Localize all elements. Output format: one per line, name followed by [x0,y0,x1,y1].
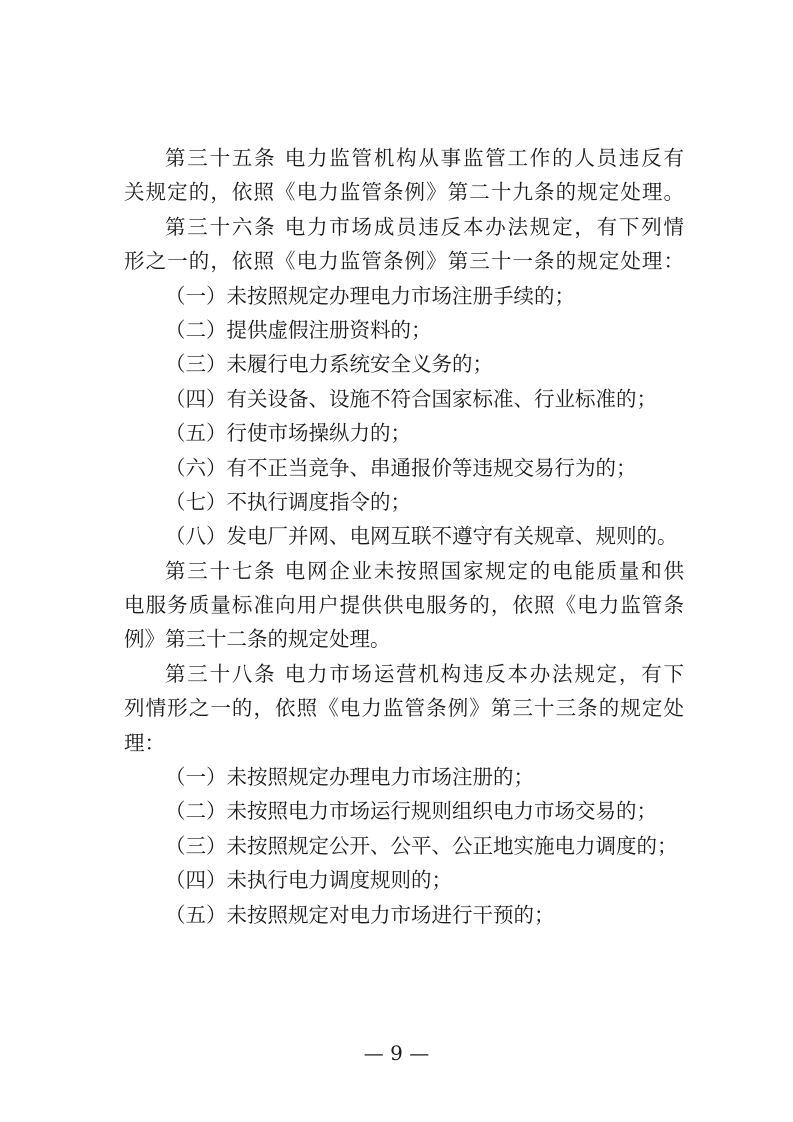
text-line: 第三十八条 电力市场运营机构违反本办法规定，有下 [165,661,684,686]
text-line: （六）有不正当竞争、串通报价等违规交易行为的； [165,455,637,480]
text-line: （三）未按照规定公开、公平、公正地实施电力调度的； [165,833,678,858]
text-line: （四）未执行电力调度规则的； [165,868,452,893]
text-line: 形之一的，依照《电力监管条例》第三十一条的规定处理： [124,249,684,274]
text-line: 第三十五条 电力监管机构从事监管工作的人员违反有 [165,146,684,170]
text-line: （二）提供虚假注册资料的； [165,317,432,342]
text-line: （二）未按照电力市场运行规则组织电力市场交易的； [165,799,657,824]
text-line: （一）未按照规定办理电力市场注册的； [165,765,534,790]
text-line: 关规定的，依照《电力监管条例》第二十九条的规定处理。 [124,180,684,205]
document-body [124,141,684,932]
page-number: — 9 — [363,1041,430,1065]
text-line: （八）发电厂并网、电网互联不遵守有关规章、规则的。 [165,524,678,549]
text-line: （一）未按照规定办理电力市场注册手续的； [165,283,575,308]
text-line: （三）未履行电力系统安全义务的； [165,352,493,377]
text-line: 电服务质量标准向用户提供供电服务的，依照《电力监管条 [124,593,684,618]
text-line: 第三十六条 电力市场成员违反本办法规定，有下列情 [165,214,684,239]
text-line: 例》第三十二条的规定处理。 [124,627,391,652]
text-line: （四）有关设备、设施不符合国家标准、行业标准的； [165,386,657,411]
text-line: 列情形之一的，依照《电力监管条例》第三十三条的规定处 [124,696,684,721]
text-line: （七）不执行调度指令的； [165,489,411,514]
text-line: 第三十七条 电网企业未按照国家规定的电能质量和供 [165,558,684,583]
text-line: 理： [124,730,165,755]
text-line: （五）行使市场操纵力的； [165,421,411,446]
text-line: （五）未按照规定对电力市场进行干预的； [165,902,555,927]
